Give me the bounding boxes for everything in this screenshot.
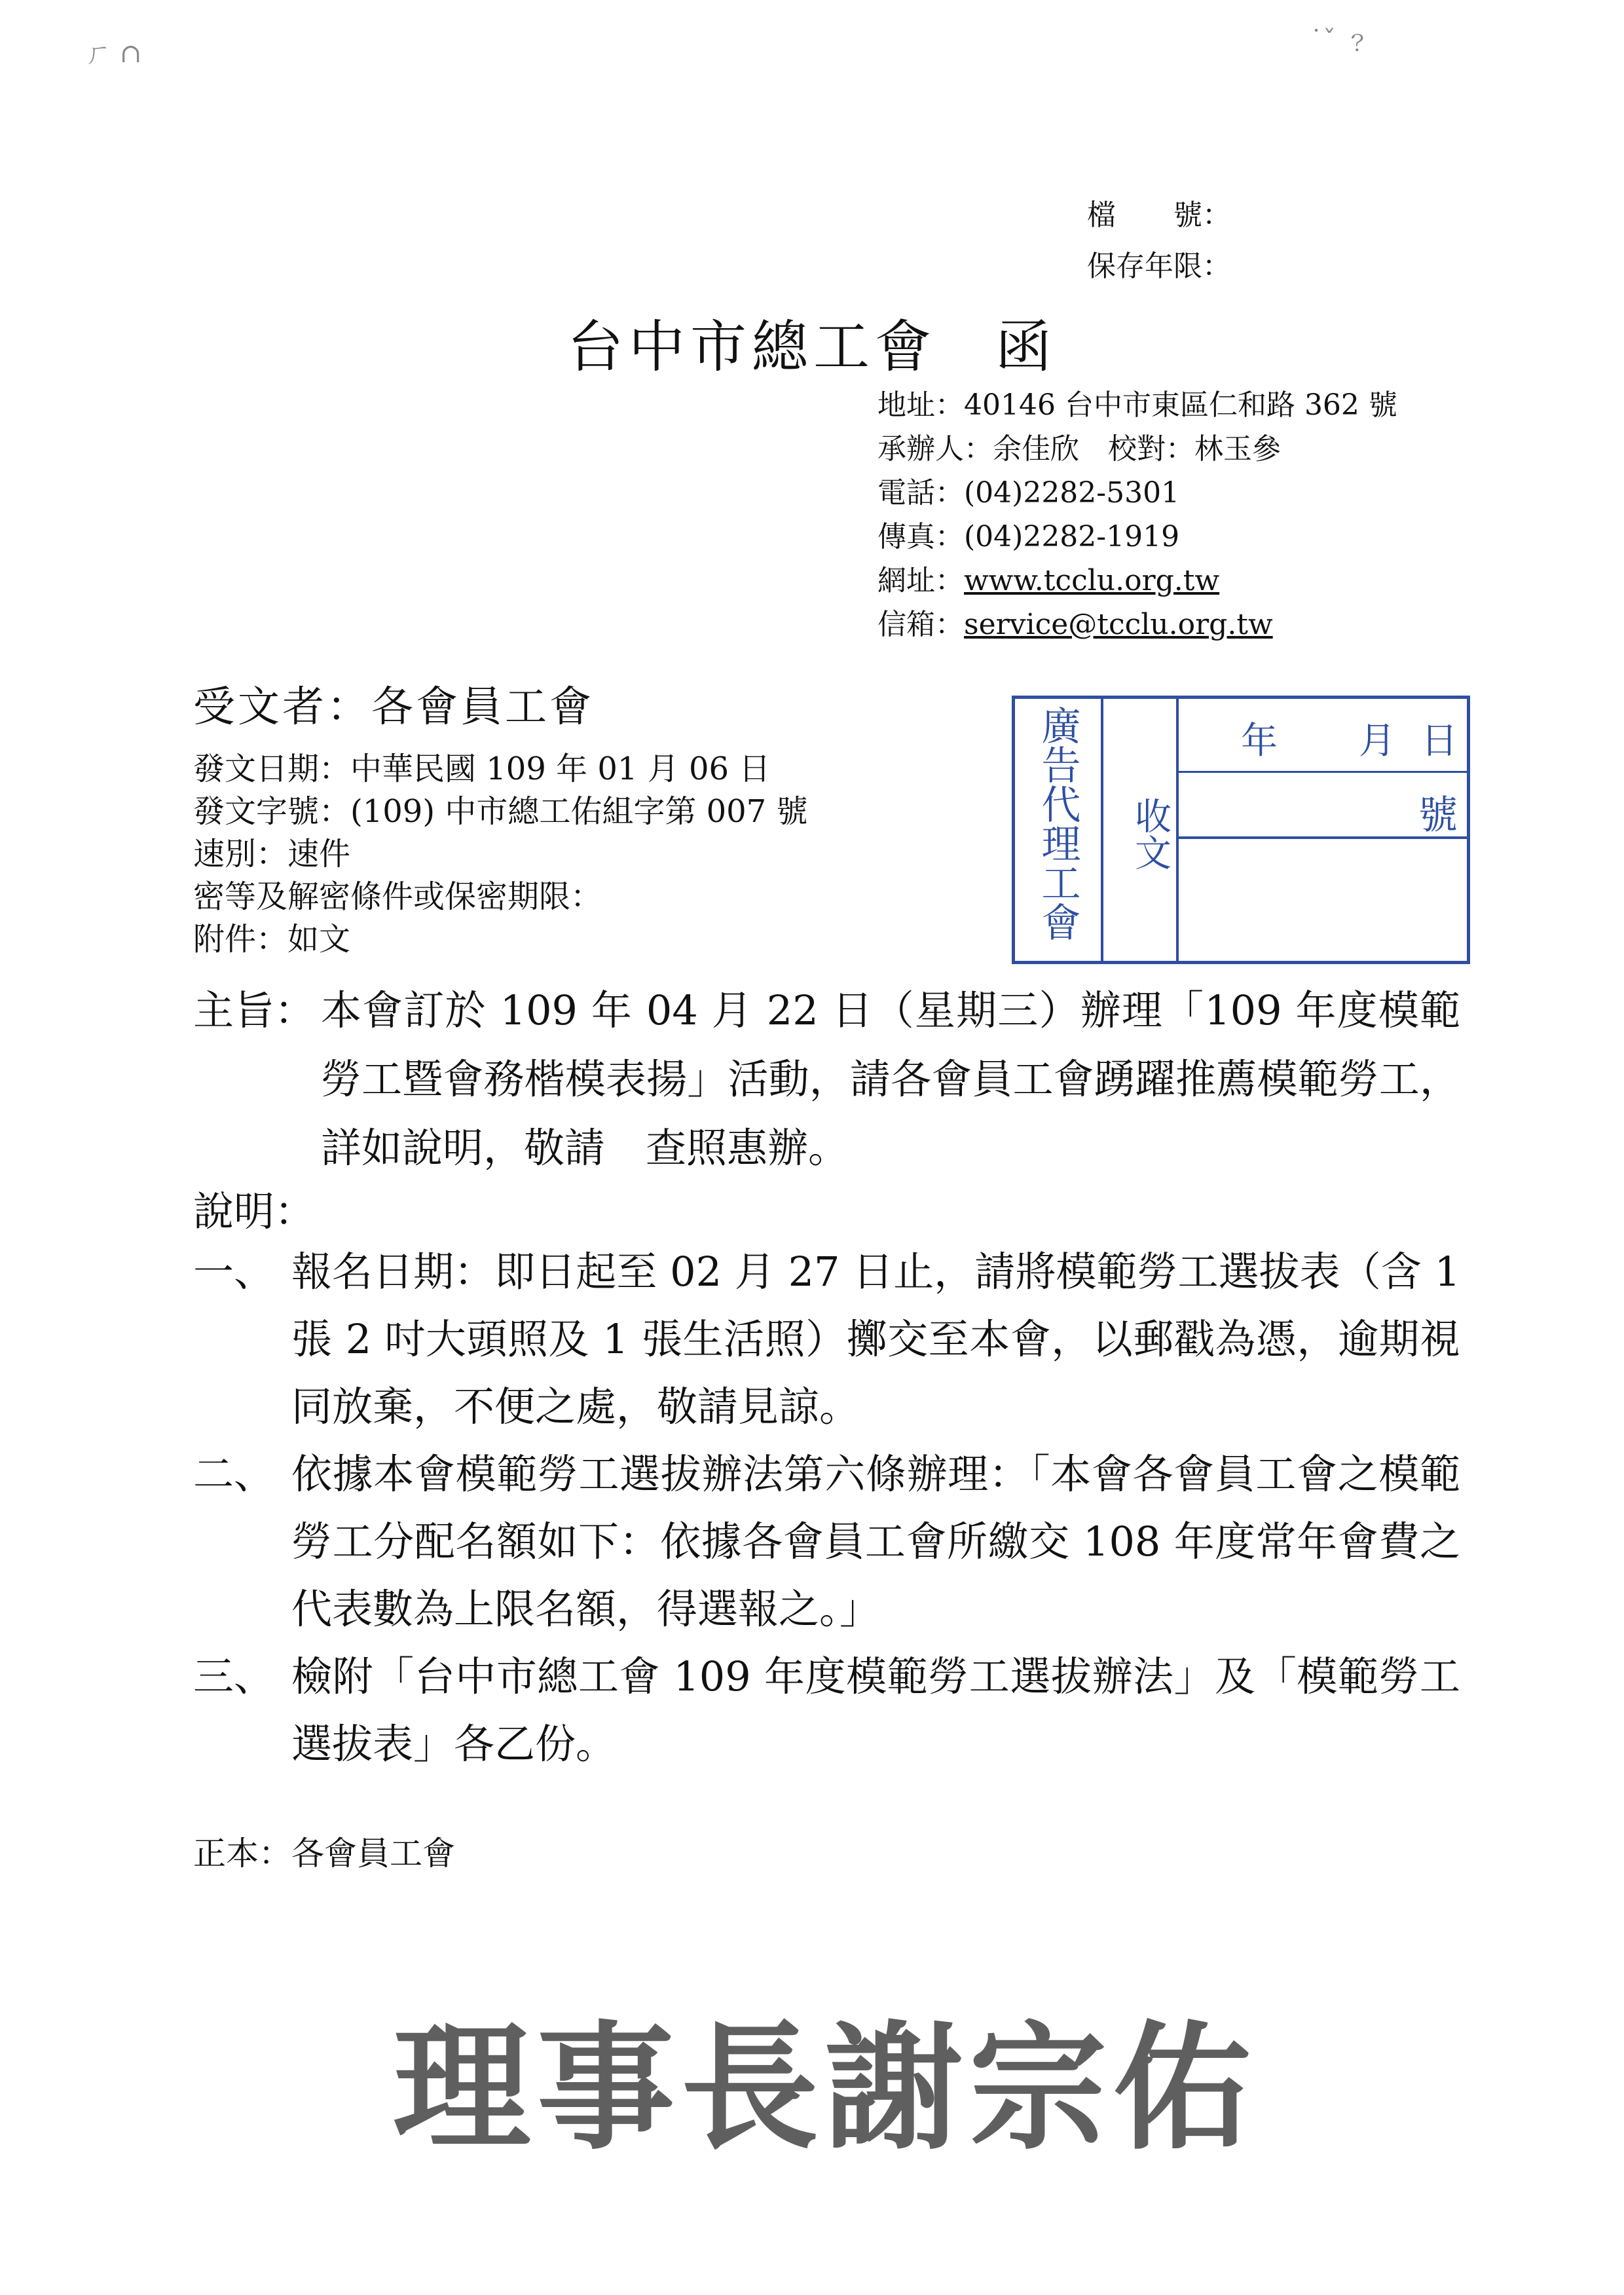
stamp-number: 號 xyxy=(1418,793,1458,838)
receipt-stamp xyxy=(1012,696,1470,964)
website-label: 網址： xyxy=(877,564,964,597)
org-name: 台中市總工會 xyxy=(567,314,936,380)
stamp-number-row xyxy=(1179,771,1467,839)
file-number-label: 檔 號： xyxy=(1087,198,1231,232)
item-text: 檢附「台中市總工會 109 年度模範勞工選拔辦法」及「模範勞工選拔表」各乙份。 xyxy=(291,1652,1460,1768)
email-label: 信箱： xyxy=(877,608,964,641)
chairman-signature-stamp: 理事長謝宗佑 xyxy=(393,2007,1258,2169)
address: 地址：40146 台中市東區仁和路 362 號 xyxy=(877,388,1397,422)
file-info xyxy=(1087,190,1231,292)
reference-number: 發文字號：(109) 中市總工佑組字第 007 號 xyxy=(193,793,808,830)
document-title xyxy=(0,301,1624,382)
retention-period-label: 保存年限： xyxy=(1087,250,1231,283)
contact-block xyxy=(877,383,1397,646)
subject-text: 本會訂於 109 年 04 月 22 日（星期三）辦理「109 年度模範勞工暨會務楷模表揚」活動，請各會員工會踴躍推薦模範勞工，詳如說明，敬請 查照惠辦。 xyxy=(321,986,1460,1172)
stamp-receive: 收文 xyxy=(1103,699,1179,961)
speed-class: 速別：速件 xyxy=(193,836,351,872)
explanation-label: 說明： xyxy=(193,1187,316,1235)
item-number: 三、 xyxy=(193,1652,275,1700)
email-link[interactable]: service@tcclu.org.tw xyxy=(964,608,1273,641)
document-meta xyxy=(193,748,807,961)
phone: 電話：(04)2282-5301 xyxy=(877,476,1180,510)
list-item xyxy=(193,1643,1460,1778)
stamp-date-row xyxy=(1179,699,1467,773)
doc-type: 函 xyxy=(995,314,1057,380)
stamp-month: 月 xyxy=(1359,720,1395,762)
recipient: 受文者：各會員工會 xyxy=(193,683,594,732)
item-text: 報名日期：即日起至 02 月 27 日止，請將模範勞工選拔表（含 1 張 2 吋大頭照及 1 張生活照）擲交至本會，以郵戳為憑，逾期視同放棄，不便之處，敬請見諒。 xyxy=(291,1248,1460,1430)
item-number: 二、 xyxy=(193,1450,275,1498)
explanation-list xyxy=(193,1238,1460,1778)
handler: 承辦人：余佳欣 校對：林玉參 xyxy=(877,432,1281,466)
list-item xyxy=(193,1238,1460,1440)
attachment: 附件：如文 xyxy=(193,921,351,958)
stamp-agency: 廣告代理工會 xyxy=(1015,699,1103,961)
website-link[interactable]: www.tcclu.org.tw xyxy=(964,564,1220,597)
fax: 傳真：(04)2282-1919 xyxy=(877,520,1180,553)
issue-date: 發文日期：中華民國 109 年 01 月 06 日 xyxy=(193,751,771,787)
website-row xyxy=(877,559,1397,603)
copy-to: 正本：各會員工會 xyxy=(193,1835,455,1873)
stamp-year: 年 xyxy=(1241,720,1278,762)
subject-label: 主旨： xyxy=(193,986,316,1034)
secrecy-level: 密等及解密條件或保密期限： xyxy=(193,878,602,915)
email-row xyxy=(877,603,1397,646)
item-number: 一、 xyxy=(193,1248,275,1296)
item-text: 依據本會模範勞工選拔辦法第六條辦理：「本會各會員工會之模範勞工分配名額如下：依據各會員工會所繳交 108 年度常年會費之代表數為上限名額，得選報之。」 xyxy=(291,1450,1460,1633)
scan-mark: ㄏ ∩ xyxy=(85,39,142,69)
list-item xyxy=(193,1440,1460,1643)
stamp-day: 日 xyxy=(1421,720,1458,762)
scan-mark: ˙ˇ ﹖ xyxy=(1310,26,1371,56)
subject xyxy=(193,976,1460,1182)
